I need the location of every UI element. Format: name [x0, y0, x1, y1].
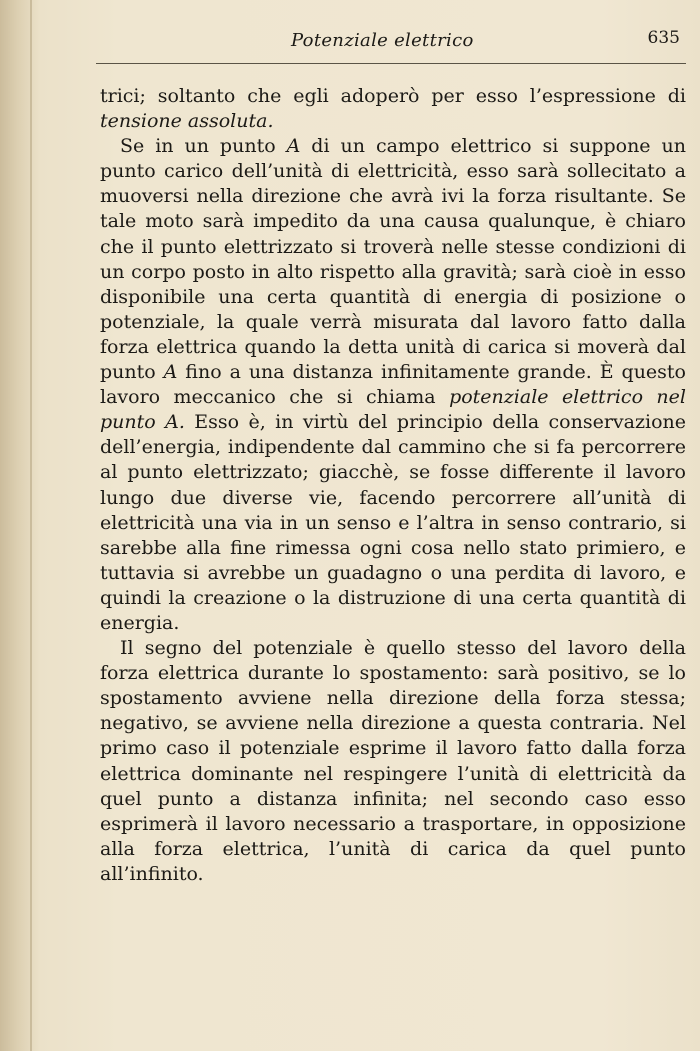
text-segment-italic: potenziale elettrico nel punto A.	[100, 386, 686, 434]
gutter-shadow	[30, 0, 32, 1051]
page-header	[96, 28, 684, 54]
paragraph-2	[100, 134, 686, 636]
running-title: Potenziale elettrico	[291, 30, 474, 51]
text-segment: fino a una distanza infinitamente grande. È questo lavoro meccanico che si chiama	[100, 361, 686, 409]
text-segment-italic: tensione assoluta.	[100, 110, 274, 133]
paragraph-1	[100, 84, 686, 134]
body-text	[100, 84, 686, 887]
text-segment: Il segno del potenziale è quello stesso del lavoro della forza elettrica durante lo spostamento: sarà positivo, se lo spostamento avviene nella direzione della forza stessa; negativo, se avviene nella direzione a questa contraria. Nel primo caso il potenziale esprime il lavoro fatto dalla forza elettrica dominante nel respingere l’unità di elettricità da quel punto a distanza infinita; nel secondo caso esso esprimerà il lavoro necessario a trasportare, in opposizione alla forza elettrica, l’unità di carica da quel punto all’infinito.	[100, 637, 686, 885]
text-segment-italic: A	[163, 361, 178, 384]
paragraph-3	[100, 636, 686, 887]
text-segment: Esso è, in virtù del principio della conservazione dell’energia, indipendente dal cammino che si fa percorrere al punto elettrizzato; giacchè, se fosse differente il lavoro lungo due diverse vie, facendo percorrere all’unità di elettricità una via in un senso e l’altra in senso contrario, si sarebbe alla fine rimessa ogni cosa nello stato primiero, e tuttavia si avrebbe un guadagno o una perdita di lavoro, e quindi la creazione o la distruzione di una certa quantità di energia.	[100, 411, 686, 634]
text-segment: trici; soltanto che egli adoperò per esso l’espressione di	[100, 85, 686, 107]
header-rule	[96, 63, 686, 64]
text-segment: Se in un punto	[120, 135, 287, 158]
text-segment-italic: A	[286, 135, 301, 158]
text-segment: di un campo elettrico si suppone un punto carico dell’unità di elettricità, esso sarà sollecitato a muoversi nella direzione che avrà ivi la forza risultante. Se tale moto sarà impedito da una causa qualunque, è chiaro che il punto elettrizzato si troverà nelle stesse condizioni di un corpo posto in alto rispetto alla gravità; sarà cioè in esso disponibile una certa quantità di energia di posizione o potenziale, la quale verrà misurata dal lavoro fatto dalla forza elettrica quando la detta unità di carica si moverà dal punto	[100, 135, 686, 384]
page-number: 635	[647, 28, 680, 48]
